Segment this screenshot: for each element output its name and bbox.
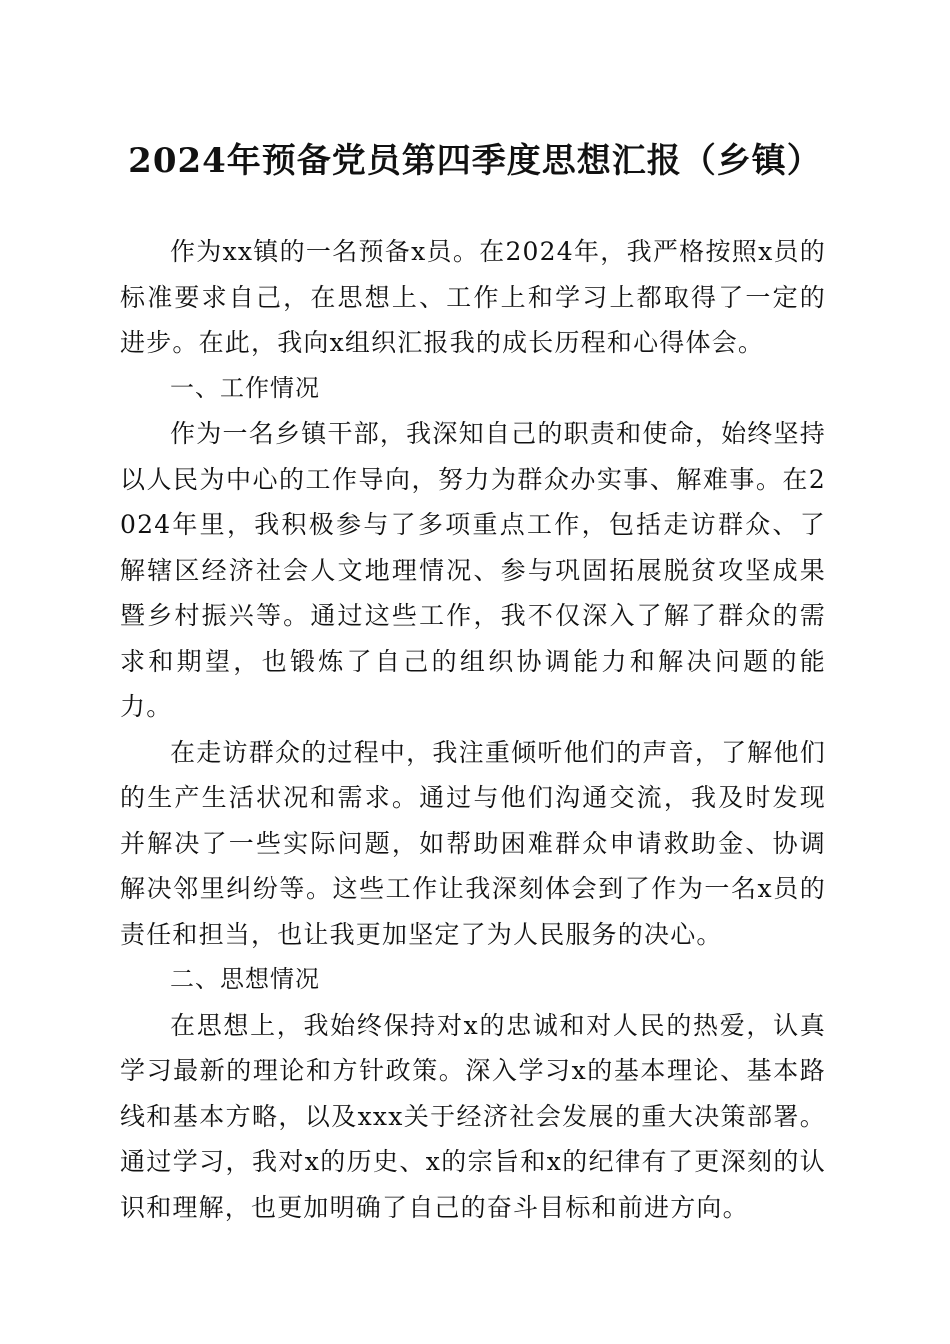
intro-paragraph: 作为xx镇的一名预备x员。在2024年，我严格按照x员的标准要求自己，在思想上、工作上和学习上都取得了一定的进步。在此，我向x组织汇报我的成长历程和心得体会。 (120, 237, 826, 357)
document-title: 2024年预备党员第四季度思想汇报（乡镇） (128, 141, 822, 181)
work-paragraph-1: 作为一名乡镇干部，我深知自己的职责和使命，始终坚持以人民为中心的工作导向，努力为群众办实事、解难事。在2024年里，我积极参与了多项重点工作，包括走访群众、了解辖区经济社会人文地理情况、参与巩固拓展脱贫攻坚成果暨乡村振兴等。通过这些工作，我不仅深入了解了群众的需求和期望，也锻炼了自己的组织协调能力和解决问题的能力。 (120, 419, 826, 721)
work-paragraph-2: 在走访群众的过程中，我注重倾听他们的声音，了解他们的生产生活状况和需求。通过与他们沟通交流，我及时发现并解决了一些实际问题，如帮助困难群众申请救助金、协调解决邻里纠纷等。这些工作让我深刻体会到了作为一名x员的责任和担当，也让我更加坚定了为人民服务的决心。 (120, 737, 826, 949)
thought-paragraph-1: 在思想上，我始终保持对x的忠诚和对人民的热爱，认真学习最新的理论和方针政策。深入学习x的基本理论、基本路线和基本方略，以及xxx关于经济社会发展的重大决策部署。通过学习，我对x的历史、x的宗旨和x的纪律有了更深刻的认识和理解，也更加明确了自己的奋斗目标和前进方向。 (120, 1010, 826, 1222)
section-heading-thought: 二、思想情况 (170, 965, 320, 993)
document-body (120, 229, 826, 1230)
section-heading-work: 一、工作情况 (170, 373, 320, 402)
